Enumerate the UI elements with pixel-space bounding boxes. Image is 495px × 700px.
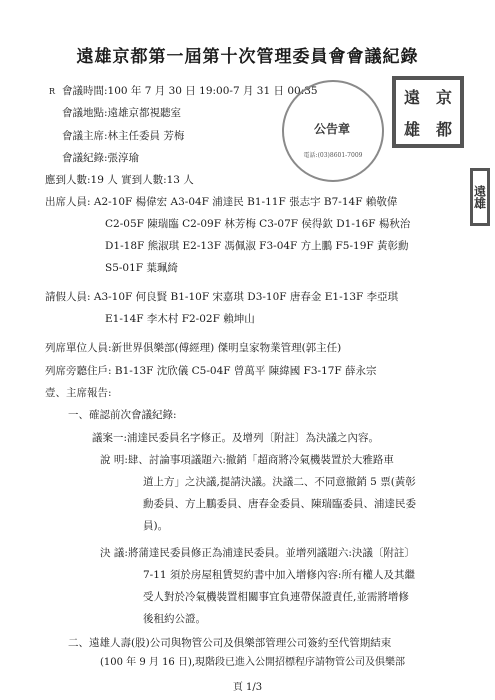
attendees-line: S5-01F 葉珮綺: [105, 262, 178, 274]
section-two-line: (100 年 9 月 16 日),現階段已進入公開招標程序請物管公司及俱樂部: [100, 657, 406, 668]
leave-line: E1-14F 李木村 F2-02F 賴坤山: [105, 313, 255, 325]
announcement-seal: [282, 80, 384, 182]
document-title: 遠雄京都第一屆第十次管理委員會會議紀錄: [76, 47, 419, 67]
section-two-line: 二、遠雄人壽(股)公司與物管公司及俱樂部管理公司簽約至代管期結束: [68, 637, 392, 649]
resolution-line: 後租約公證。: [143, 613, 206, 625]
square-seal-char: 雄: [403, 119, 420, 139]
resolution-line: 決 議:將蒲達民委員修正為浦達民委員。並增列議題六:決議〔附註〕: [100, 547, 415, 559]
registered-mark: R: [48, 87, 56, 96]
meeting-time: 會議時間:100 年 7 月 30 日 19:00-7 月 31 日 00:35: [62, 85, 318, 97]
attendance-count: 應到人數:19 人 實到人數:13 人: [45, 174, 194, 186]
observer-units: 列席單位人員:新世界俱樂部(傅經理) 傑明皇家物業管理(郭主任): [45, 342, 342, 354]
square-seal-char: 京: [435, 87, 452, 107]
observer-residents: 列席旁聽住戶: B1-13F 沈欣儀 C5-04F 曾萬平 陳緯國 F3-17F 薛永宗: [45, 365, 377, 377]
meeting-recorder: 會議紀錄:張淳瑜: [62, 152, 140, 164]
seal-phone: 電話:(03)8601-7009: [303, 152, 363, 159]
square-seal-char: 都: [435, 119, 452, 139]
meeting-chair: 會議主席:林主任委員 芳梅: [62, 130, 185, 142]
meeting-place: 會議地點:遠雄京都視聽室: [62, 107, 182, 119]
leave-line: 請假人員: A3-10F 何良賢 B1-10F 宋嘉琪 D3-10F 唐春金 E1-13F 李亞琪: [45, 291, 399, 303]
report-heading: 壹、主席報告:: [45, 387, 112, 399]
item-one: 議案一:浦達民委員名字修正。及增列〔附註〕為決議之內容。: [92, 432, 380, 444]
attendees-line: C2-05F 陳瑞臨 C2-09F 林芳梅 C3-07F 侯得欽 D1-16F 楊秋治: [105, 218, 411, 230]
explanation-line: 道上方」之決議,提請決議。決議二、不同意撤銷 5 票(黃彰: [143, 476, 416, 488]
side-stamp: 遠雄: [470, 168, 490, 226]
attendees-line: 出席人員: A2-10F 楊偉宏 A3-04F 浦達民 B1-11F 張志宇 B7-14F 賴敬偉: [45, 196, 398, 208]
attendees-line: D1-18F 熊淑琪 E2-13F 馮佩淑 F3-04F 方上鵬 F5-19F 黃彰勳: [105, 240, 409, 252]
explanation-line: 說 明:肆、討論事項議題六:撤銷「超商將冷氣機裝置於大雅路車: [100, 454, 394, 466]
section-one-heading: 一、確認前次會議紀錄:: [68, 409, 177, 421]
page-footer: 頁 1/3: [232, 682, 263, 693]
explanation-line: 員)。: [143, 520, 169, 532]
explanation-line: 勳委員、方上鵬委員、唐春金委員、陳瑞臨委員、浦達民委: [143, 498, 416, 510]
square-seal: [392, 76, 464, 148]
resolution-line: 7-11 須於房屋租賃契約書中加入增修內容:所有權人及其繼: [143, 569, 415, 581]
square-seal-char: 遠: [403, 87, 420, 107]
resolution-line: 受人對於冷氣機裝置相關事宜負連帶保證責任,並需將增修: [143, 591, 409, 603]
seal-title: 公告章: [313, 122, 350, 136]
